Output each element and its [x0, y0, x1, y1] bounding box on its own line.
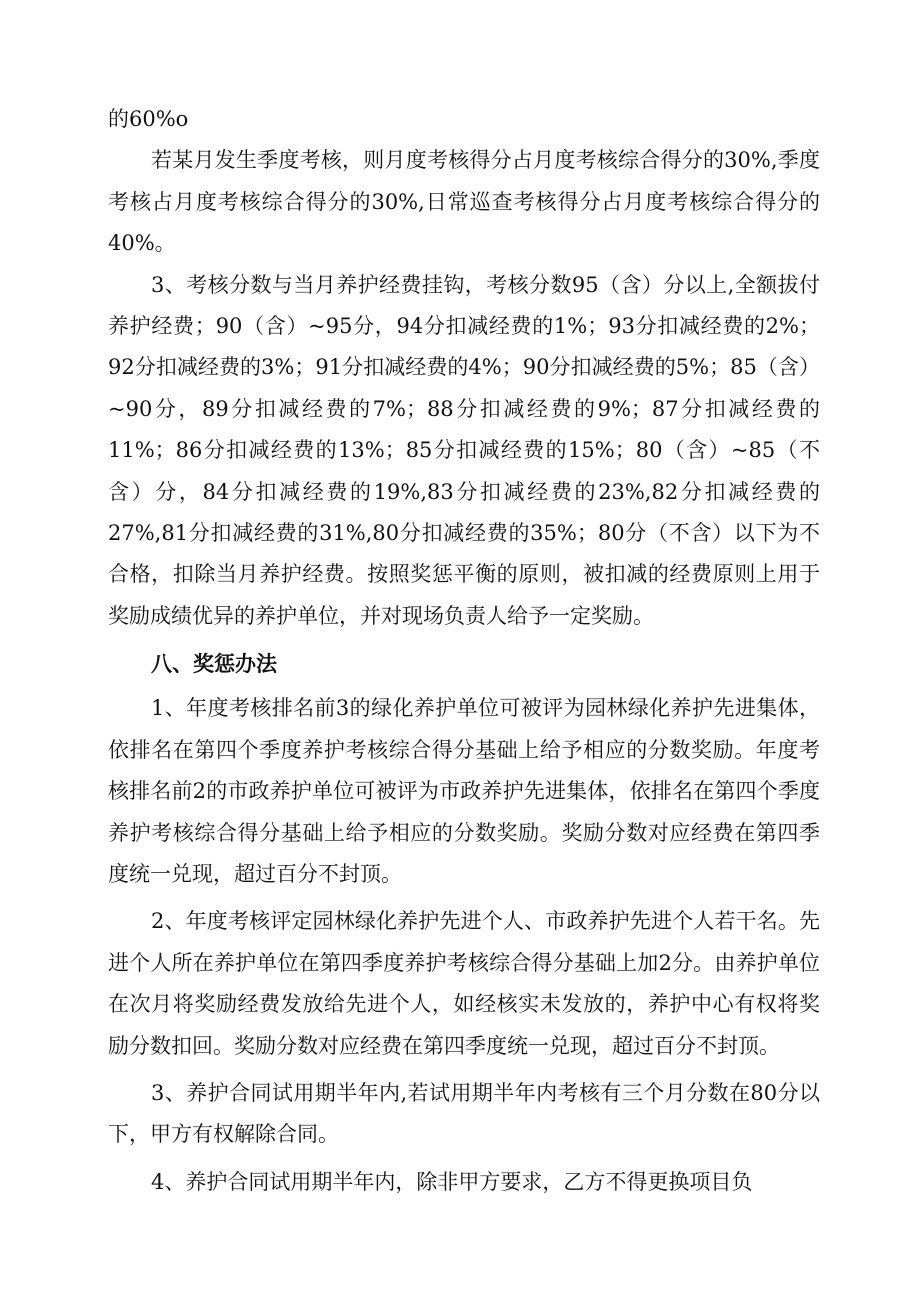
paragraph-fee-deduction: 3、考核分数与当月养护经费挂钩，考核分数95（含）分以上,全额拔付养护经费；90（含）~95分，94分扣减经费的1%；93分扣减经费的2%；92分扣减经费的3%；91分扣减经费的4%；90分扣减经费的5%；85（含）~90分，89分扣减经费的7%；88分扣减经费的9%；87分扣减经费的11%；86分扣减经费的13%；85分扣减经费的15%；80（含）~85（不含）分，84分扣减经费的19%,83分扣减经费的23%,82分扣减经费的27%,81分扣减经费的31%,80分扣减经费的35%；80分（不含）以下为不合格，扣除当月养护经费。按照奖惩平衡的原则，被扣减的经费原则上用于奖励成绩优异的养护单位，并对现场负责人给予一定奖励。	[108, 272, 820, 628]
document-body	[108, 99, 820, 1203]
paragraph-probation-staff: 4、养护合同试用期半年内，除非甲方要求，乙方不得更换项目负	[151, 1169, 753, 1194]
section-heading-rewards-penalties: 八、奖惩办法	[151, 652, 277, 677]
paragraph-advanced-individual: 2、年度考核评定园林绿化养护先进个人、市政养护先进个人若干名。先进个人所在养护单位在第四季度养护考核综合得分基础上加2分。由养护单位在次月将奖励经费发放给先进个人，如经核实未发放的，养护中心有权将奖励分数扣回。奖励分数对应经费在第四季度统一兑现，超过百分不封顶。	[108, 909, 820, 1058]
paragraph-advanced-collective: 1、年度考核排名前3的绿化养护单位可被评为园林绿化养护先进集体，依排名在第四个季度养护考核综合得分基础上给予相应的分数奖励。年度考核排名前2的市政养护单位可被评为市政养护先进集体，依排名在第四个季度养护考核综合得分基础上给予相应的分数奖励。奖励分数对应经费在第四季度统一兑现，超过百分不封顶。	[108, 696, 820, 886]
paragraph-continuation: 的60%o	[108, 107, 189, 131]
paragraph-probation-termination: 3、养护合同试用期半年内,若试用期半年内考核有三个月分数在80分以下，甲方有权解除合同。	[108, 1080, 820, 1147]
paragraph-quarterly-weighting: 若某月发生季度考核，则月度考核得分占月度考核综合得分的30%,季度考核占月度考核综合得分的30%,日常巡查考核得分占月度考核综合得分的40%。	[108, 148, 820, 256]
